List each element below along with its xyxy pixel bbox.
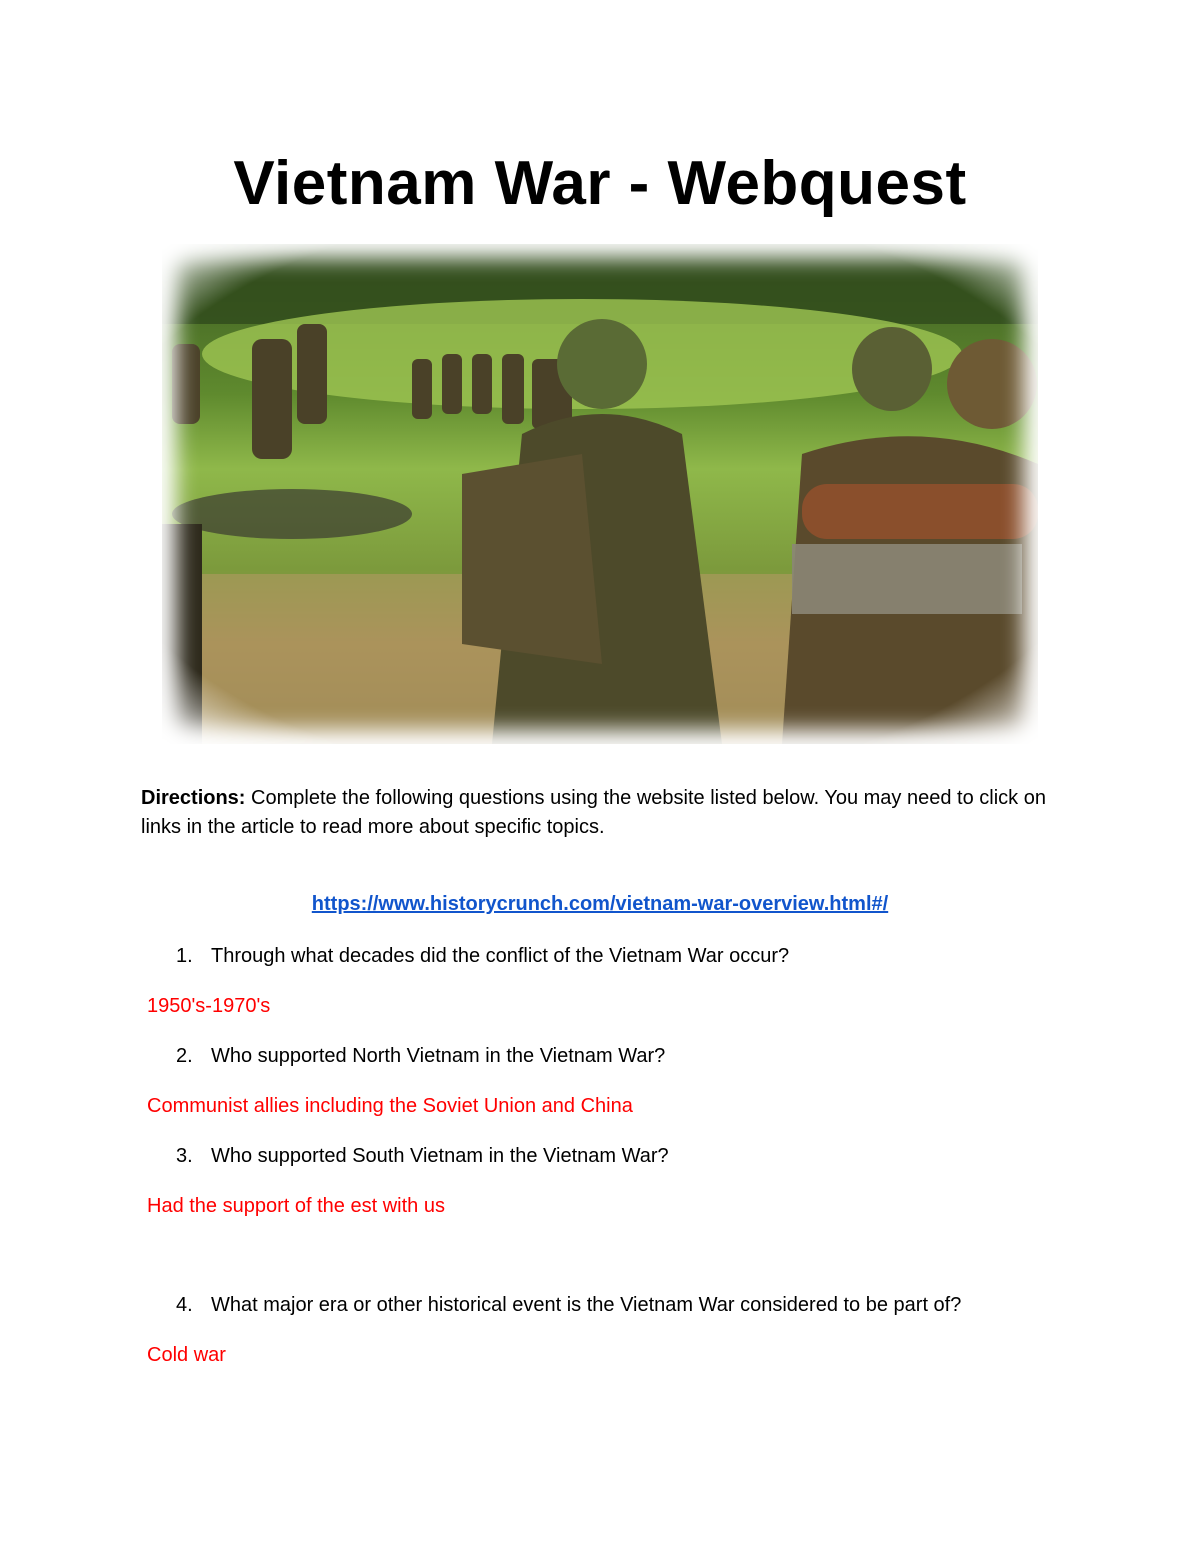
answer-2: Communist allies including the Soviet Union and China	[147, 1095, 633, 1117]
question-number: 1.	[176, 945, 193, 967]
question-number: 4.	[176, 1294, 193, 1316]
website-link-container	[0, 893, 1200, 916]
directions-label: Directions:	[141, 787, 246, 809]
question-number: 2.	[176, 1045, 193, 1067]
page-title: Vietnam War - Webquest	[233, 149, 967, 218]
question-2	[176, 1045, 665, 1068]
answer-3: Had the support of the est with us	[147, 1195, 445, 1217]
question-1	[176, 945, 789, 968]
directions-paragraph	[141, 784, 1071, 842]
question-3	[176, 1145, 669, 1168]
question-text: Who supported South Vietnam in the Vietnam War?	[211, 1145, 669, 1167]
photo-icon	[162, 244, 1038, 744]
question-4	[176, 1294, 961, 1317]
question-text: Through what decades did the conflict of the Vietnam War occur?	[211, 945, 790, 967]
answer-1: 1950's-1970's	[147, 995, 271, 1017]
directions-text: Complete the following questions using the website listed below. You may need to click on links in the article to read more about specific topics.	[141, 787, 1046, 838]
question-text: Who supported North Vietnam in the Vietnam War?	[211, 1045, 666, 1067]
soldiers-photo	[162, 244, 1038, 744]
question-text: What major era or other historical event is the Vietnam War considered to be part of?	[211, 1294, 962, 1316]
website-link[interactable]: https://www.historycrunch.com/vietnam-war-overview.html#/	[311, 893, 889, 915]
question-number: 3.	[176, 1145, 193, 1167]
answer-4: Cold war	[147, 1344, 226, 1366]
